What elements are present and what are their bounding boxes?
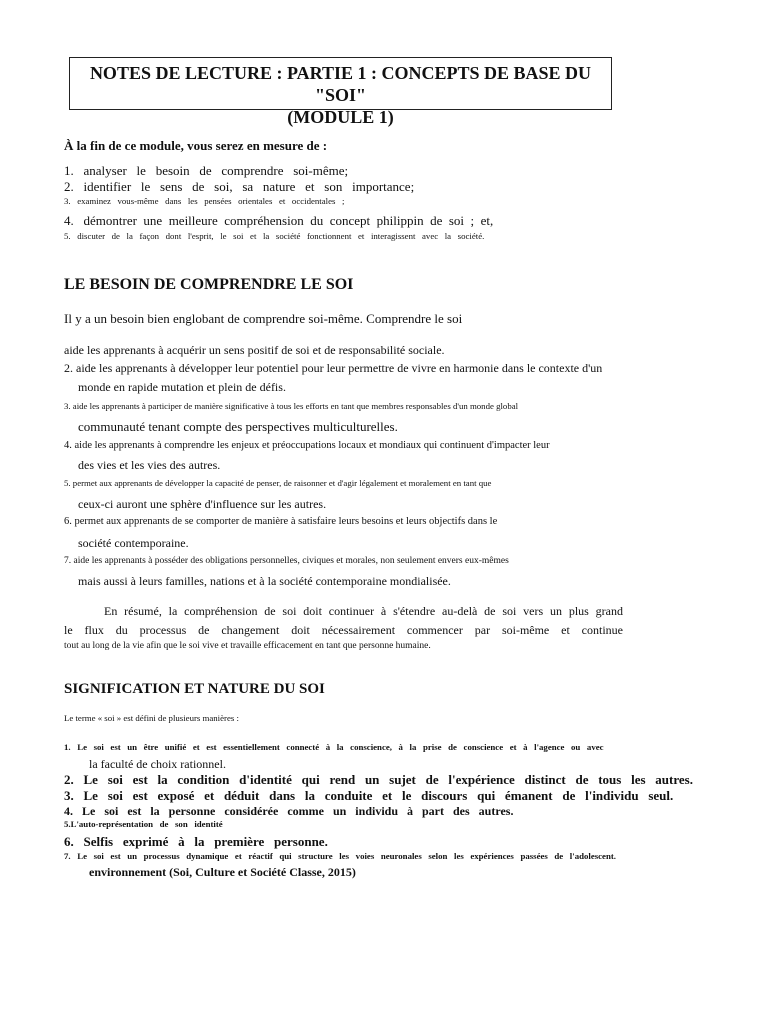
body-line: ceux-ci auront une sphère d'influence sur les autres. (78, 497, 327, 511)
summary-line: le flux du processus de changement doit nécessairement commencer par soi-même et continue (64, 623, 623, 637)
body-line: 4. aide les apprenants à comprendre les enjeux et préoccupations locaux et mondiaux qui continuent d'impacter leur (64, 440, 550, 451)
definition-line: environnement (Soi, Culture et Société Classe, 2015) (89, 865, 356, 879)
definition-line: 2. Le soi est la condition d'identité qui rend un sujet de l'expérience distinct de tous les autres. (64, 772, 693, 787)
title-line-1: NOTES DE LECTURE : PARTIE 1 : CONCEPTS DE BASE DU "SOI" (89, 63, 592, 105)
definition-line: 5.L'auto-représentation de son identité (64, 819, 223, 829)
summary-line: En résumé, la compréhension de soi doit continuer à s'étendre au-delà de soi vers un plus grand (104, 604, 623, 618)
definition-line: la faculté de choix rationnel. (89, 757, 226, 771)
definition-line: 1. Le soi est un être unifié et est essentiellement connecté à la conscience, à la prise de conscience et à l'agence ou avec (64, 742, 604, 752)
objectives-heading: À la fin de ce module, vous serez en mesure de : (64, 138, 328, 153)
summary-line: tout au long de la vie afin que le soi vive et travaille efficacement en tant que personne humaine. (64, 641, 431, 651)
objective-item: 2. identifier le sens de soi, sa nature et son importance; (64, 179, 415, 194)
objective-item: 5. discuter de la façon dont l'esprit, le soi et la société fonctionnent et interagissent avec la société. (64, 231, 485, 241)
section-heading: LE BESOIN DE COMPRENDRE LE SOI (64, 276, 354, 293)
body-line: société contemporaine. (78, 536, 189, 550)
section-heading: SIGNIFICATION ET NATURE DU SOI (64, 681, 325, 697)
body-line: 2. aide les apprenants à développer leur potentiel pour leur permettre de vivre en harmonie dans le contexte d'un (64, 361, 603, 375)
body-line: 3. aide les apprenants à participer de manière significative à tous les efforts en tant que membres responsables d'un monde global (64, 401, 519, 411)
body-line: monde en rapide mutation et plein de défis. (78, 380, 286, 394)
body-line: communauté tenant compte des perspectives multiculturelles. (78, 419, 398, 434)
title-line-2: (MODULE 1) (287, 107, 394, 127)
body-line: 7. aide les apprenants à posséder des obligations personnelles, civiques et morales, non seulement envers eux-mêmes (64, 556, 509, 566)
body-line: aide les apprenants à acquérir un sens positif de soi et de responsabilité sociale. (64, 343, 445, 357)
body-line: 5. permet aux apprenants de développer la capacité de penser, de raisonner et d'agir légalement et moralement en tant que (64, 478, 492, 488)
definition-line: 3. Le soi est exposé et déduit dans la conduite et le discours qui émanent de l'individu seul. (64, 788, 674, 803)
body-line: 6. permet aux apprenants de se comporter de manière à satisfaire leurs besoins et leurs objectifs dans le (64, 516, 498, 527)
title-box (69, 57, 612, 127)
body-line: mais aussi à leurs familles, nations et à la société contemporaine mondialisée. (78, 574, 451, 588)
objective-item: 4. démontrer une meilleure compréhension du concept philippin de soi ; et, (64, 213, 494, 228)
definition-line: 6. Selfis exprimé à la première personne. (64, 834, 328, 849)
section-intro: Le terme « soi » est défini de plusieurs manières : (64, 713, 239, 723)
objective-item: 3. examinez vous-même dans les pensées orientales et occidentales ; (64, 196, 345, 206)
objective-item: 1. analyser le besoin de comprendre soi-même; (64, 163, 349, 178)
section-intro: Il y a un besoin bien englobant de comprendre soi-même. Comprendre le soi (64, 311, 463, 326)
definition-line: 4. Le soi est la personne considérée comme un individu à part des autres. (64, 804, 514, 818)
body-line: des vies et les vies des autres. (78, 458, 221, 472)
definition-line: 7. Le soi est un processus dynamique et réactif qui structure les voies neuronales selon les expériences passées de l'adolescent. (64, 851, 616, 861)
